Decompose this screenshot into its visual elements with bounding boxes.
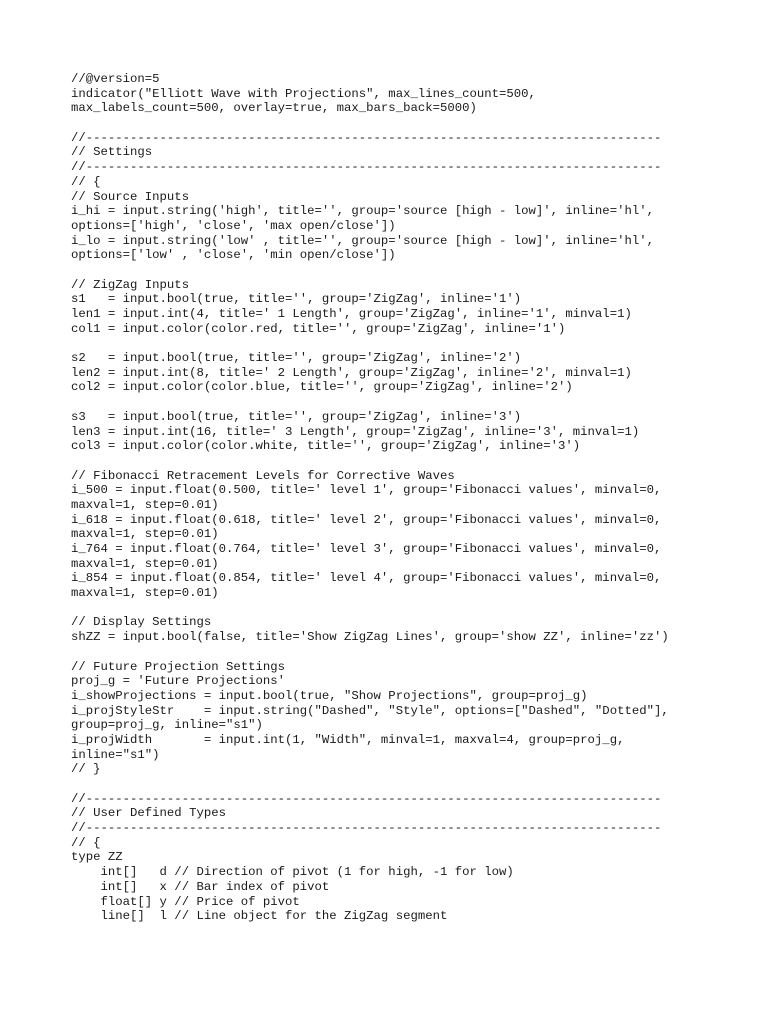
code-line: i_lo = input.string('low' , title='', group='source [high - low]', inline='hl', xyxy=(71,233,654,248)
code-line: len1 = input.int(4, title=' 1 Length', group='ZigZag', inline='1', minval=1) xyxy=(71,307,632,321)
code-line: float[] y // Price of pivot xyxy=(71,894,300,909)
code-line: // User Defined Types xyxy=(71,806,226,821)
code-line: col1 = input.color(color.red, title='', group='ZigZag', inline='1') xyxy=(71,321,566,336)
code-line: col2 = input.color(color.blue, title='', group='ZigZag', inline='2') xyxy=(71,380,573,395)
code-line: maxval=1, step=0.01) xyxy=(71,556,219,571)
code-line: // Source Inputs xyxy=(71,189,190,204)
code-line: i_500 = input.float(0.500, title=' level 1', group='Fibonacci values', minval=0, xyxy=(71,483,662,498)
code-line: s2 = input.bool(true, title='', group='ZigZag', inline='2') xyxy=(71,351,522,366)
code-line: group=proj_g, inline="s1") xyxy=(71,718,263,733)
code-line xyxy=(71,777,711,792)
code-line: // } xyxy=(71,762,101,777)
code-line: i_projStyleStr = input.string("Dashed", "Style", options=["Dashed", "Dotted"], xyxy=(71,703,669,718)
code-line: // Display Settings xyxy=(71,615,212,630)
code-line: //------------------------------------------------------------------------------ xyxy=(71,821,662,836)
code-line: options=['low' , 'close', 'min open/close']) xyxy=(71,248,396,263)
code-line xyxy=(71,336,711,351)
code-line: line[] l // Line object for the ZigZag segment xyxy=(71,909,448,924)
code-line: // { xyxy=(71,174,101,189)
code-line: len3 = input.int(16, title=' 3 Length', group='ZigZag', inline='3', minval=1) xyxy=(71,424,640,439)
code-line: col3 = input.color(color.white, title='', group='ZigZag', inline='3') xyxy=(71,439,581,454)
code-line: i_showProjections = input.bool(true, "Show Projections", group=proj_g) xyxy=(71,688,588,703)
code-line xyxy=(71,395,711,410)
code-line: // Future Projection Settings xyxy=(71,659,286,674)
code-line: // ZigZag Inputs xyxy=(71,277,190,292)
code-line: //------------------------------------------------------------------------------ xyxy=(71,160,662,175)
code-line: // Fibonacci Retracement Levels for Corrective Waves xyxy=(71,468,455,483)
code-line xyxy=(71,601,711,616)
code-line: i_projWidth = input.int(1, "Width", minval=1, maxval=4, group=proj_g, xyxy=(71,732,625,747)
code-line: type ZZ xyxy=(71,850,123,865)
code-line xyxy=(71,645,711,660)
code-line: //@version=5 xyxy=(71,72,160,86)
code-line: i_854 = input.float(0.854, title=' level 4', group='Fibonacci values', minval=0, xyxy=(71,571,662,586)
code-line: max_labels_count=500, overlay=true, max_bars_back=5000) xyxy=(71,101,477,116)
code-line: inline="s1") xyxy=(71,747,160,762)
code-line: maxval=1, step=0.01) xyxy=(71,586,219,601)
code-line: //------------------------------------------------------------------------------ xyxy=(71,130,662,145)
code-line: proj_g = 'Future Projections' xyxy=(71,674,286,689)
code-line: maxval=1, step=0.01) xyxy=(71,497,219,512)
code-line: len2 = input.int(8, title=' 2 Length', group='ZigZag', inline='2', minval=1) xyxy=(71,365,632,380)
code-line: // { xyxy=(71,835,101,850)
code-line: options=['high', 'close', 'max open/close']) xyxy=(71,218,396,233)
code-line: i_618 = input.float(0.618, title=' level 2', group='Fibonacci values', minval=0, xyxy=(71,512,662,527)
code-line: int[] x // Bar index of pivot xyxy=(71,879,330,894)
code-line xyxy=(71,116,711,131)
code-line: // Settings xyxy=(71,145,153,160)
code-line: maxval=1, step=0.01) xyxy=(71,527,219,542)
code-line: i_764 = input.float(0.764, title=' level 3', group='Fibonacci values', minval=0, xyxy=(71,542,662,556)
code-line: shZZ = input.bool(false, title='Show ZigZag Lines', group='show ZZ', inline='zz') xyxy=(71,630,669,645)
code-line: //------------------------------------------------------------------------------ xyxy=(71,791,662,806)
code-line: s3 = input.bool(true, title='', group='ZigZag', inline='3') xyxy=(71,409,522,424)
code-line: i_hi = input.string('high', title='', group='source [high - low]', inline='hl', xyxy=(71,204,654,219)
code-line: int[] d // Direction of pivot (1 for high, -1 for low) xyxy=(71,865,514,880)
code-line xyxy=(71,263,711,278)
code-line: s1 = input.bool(true, title='', group='ZigZag', inline='1') xyxy=(71,292,522,307)
code-line: indicator("Elliott Wave with Projections", max_lines_count=500, xyxy=(71,86,536,101)
code-line xyxy=(71,454,711,469)
code-document xyxy=(71,72,711,924)
